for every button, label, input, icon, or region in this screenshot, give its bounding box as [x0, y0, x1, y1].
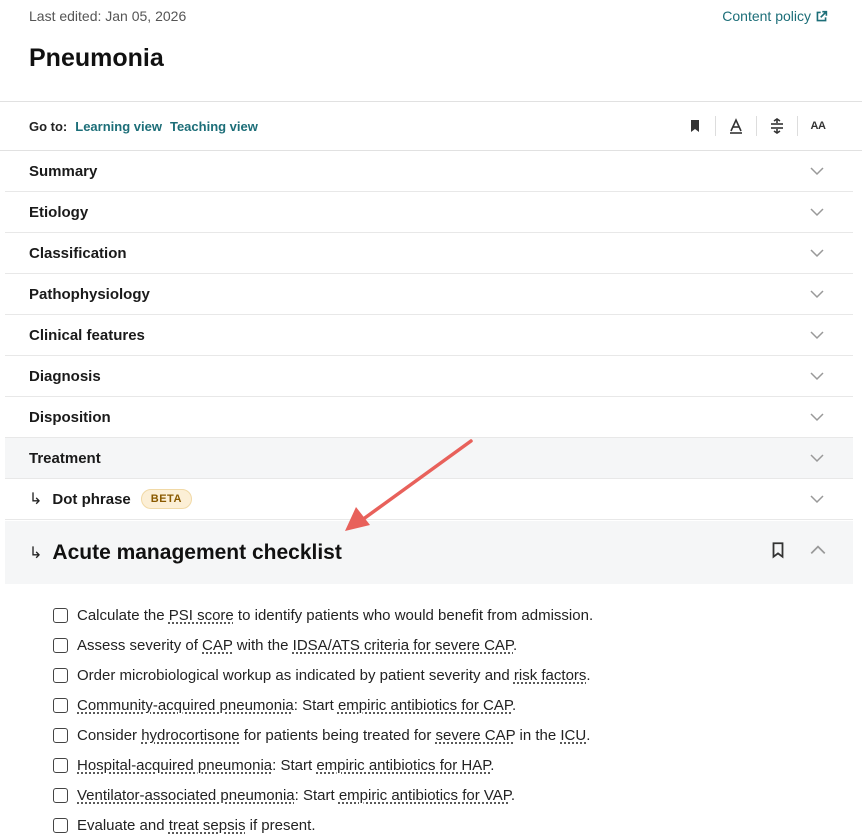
bookmark-icon	[687, 118, 703, 134]
subsection-arrow-icon: ↳	[29, 491, 43, 508]
checklist-text: .	[511, 696, 517, 714]
view-tools	[675, 102, 838, 150]
checklist-checkbox[interactable]	[53, 608, 68, 623]
checklist-items	[53, 600, 853, 834]
checklist-item-text	[77, 817, 316, 834]
checklist-link[interactable]: risk factors	[513, 666, 587, 684]
checklist-text: with the	[232, 636, 293, 654]
checklist-item-text	[77, 757, 494, 774]
checklist-text: Order microbiological workup as indicated by patient severity and	[77, 666, 514, 684]
checklist-item	[53, 690, 853, 720]
checklist-checkbox[interactable]	[53, 728, 68, 743]
checklist-text: Assess severity of	[77, 636, 203, 654]
beta-badge: BETA	[141, 489, 192, 509]
section-label: Diagnosis	[29, 367, 101, 385]
font-style-button[interactable]	[716, 114, 756, 138]
section-label: Summary	[29, 162, 98, 180]
page-title: Pneumonia	[29, 44, 164, 72]
content-policy-link[interactable]	[722, 8, 828, 24]
goto-label: Go to:	[29, 118, 68, 134]
checklist-text: for patients being treated for	[239, 726, 436, 744]
section-label: Disposition	[29, 408, 111, 426]
last-edited: Last edited: Jan 05, 2026	[29, 8, 187, 24]
checklist-link[interactable]: CAP	[202, 636, 233, 654]
checklist-item-text	[77, 607, 593, 624]
checklist-link[interactable]: hydrocortisone	[141, 726, 240, 744]
checklist-link[interactable]: empiric antibiotics for VAP	[338, 786, 511, 804]
checklist-text: .	[513, 636, 518, 654]
checklist-item	[53, 810, 853, 834]
checklist-link[interactable]: Ventilator-associated pneumonia	[77, 786, 295, 804]
checklist-item-text	[77, 697, 516, 714]
text-size-button[interactable]	[798, 114, 838, 138]
external-link-icon	[815, 10, 828, 23]
checklist-link[interactable]: empiric antibiotics for HAP	[316, 756, 491, 774]
chevron-down-icon	[809, 368, 825, 384]
chevron-down-icon	[809, 450, 825, 466]
checklist-text: if present.	[245, 816, 316, 834]
section-etiology[interactable]	[5, 192, 853, 233]
section-list	[5, 151, 853, 520]
section-diagnosis[interactable]	[5, 356, 853, 397]
section-pathophysiology[interactable]	[5, 274, 853, 315]
section-disposition[interactable]	[5, 397, 853, 438]
checklist-link[interactable]: PSI score	[168, 606, 234, 624]
checklist-title: Acute management checklist	[52, 540, 342, 564]
checklist-item-text	[77, 787, 515, 804]
section-classification[interactable]	[5, 233, 853, 274]
chevron-down-icon	[809, 327, 825, 343]
section-label: Clinical features	[29, 326, 145, 344]
checklist-text: .	[490, 756, 495, 774]
checklist-text: Consider	[77, 726, 142, 744]
chevron-down-icon	[809, 163, 825, 179]
checklist-text: to identify patients who would benefit from admission.	[233, 606, 594, 624]
font-style-icon	[728, 118, 744, 134]
bookmark-button[interactable]	[675, 114, 715, 138]
checklist-checkbox[interactable]	[53, 788, 68, 803]
checklist-text: : Start	[294, 786, 339, 804]
section-clinical-features[interactable]	[5, 315, 853, 356]
checklist-text: .	[586, 666, 591, 684]
section-label: Treatment	[29, 449, 101, 467]
checklist-link[interactable]: IDSA/ATS criteria for severe CAP	[292, 636, 514, 654]
teaching-view-link[interactable]: Teaching view	[169, 118, 258, 134]
learning-view-link[interactable]: Learning view	[75, 118, 162, 134]
subsection-dot-phrase[interactable]	[5, 479, 853, 520]
goto-bar	[0, 101, 862, 151]
checklist-text: in the	[515, 726, 561, 744]
line-spacing-icon	[769, 118, 785, 134]
chevron-up-icon[interactable]	[809, 541, 827, 559]
subsection-arrow-icon: ↳	[29, 544, 43, 562]
checklist-link[interactable]: ICU	[560, 726, 587, 744]
checklist-link[interactable]: severe CAP	[435, 726, 516, 744]
checklist-link[interactable]: Hospital-acquired pneumonia	[77, 756, 273, 774]
chevron-down-icon	[809, 286, 825, 302]
checklist-text: Evaluate and	[77, 816, 169, 834]
bookmark-outline-icon[interactable]	[769, 541, 787, 559]
checklist-item	[53, 660, 853, 690]
checklist-header[interactable]	[5, 521, 853, 584]
checklist-text: .	[510, 786, 516, 804]
checklist-item-text	[77, 727, 590, 744]
section-summary[interactable]	[5, 151, 853, 192]
chevron-down-icon	[809, 245, 825, 261]
chevron-down-icon	[809, 409, 825, 425]
top-bar	[0, 0, 862, 34]
checklist-item	[53, 750, 853, 780]
checklist-checkbox[interactable]	[53, 818, 68, 833]
section-label: Pathophysiology	[29, 285, 150, 303]
checklist-checkbox[interactable]	[53, 638, 68, 653]
section-treatment[interactable]	[5, 438, 853, 479]
checklist-item	[53, 780, 853, 810]
checklist-link[interactable]: empiric antibiotics for CAP	[337, 696, 512, 714]
checklist-item-text	[77, 637, 517, 654]
section-label: Classification	[29, 244, 127, 262]
chevron-down-icon	[809, 204, 825, 220]
checklist-checkbox[interactable]	[53, 698, 68, 713]
section-label: Etiology	[29, 203, 89, 221]
checklist-text: : Start	[293, 696, 338, 714]
checklist-item	[53, 720, 853, 750]
checklist-item	[53, 600, 853, 630]
line-spacing-button[interactable]	[757, 114, 797, 138]
checklist-checkbox[interactable]	[53, 758, 68, 773]
checklist-item-text	[77, 667, 591, 684]
content-policy-label: Content policy	[722, 8, 811, 24]
checklist-text: Calculate the	[77, 606, 169, 624]
text-size-icon: AA	[810, 120, 826, 132]
checklist-link[interactable]: treat sepsis	[168, 816, 246, 834]
checklist-item	[53, 630, 853, 660]
chevron-down-icon	[809, 491, 825, 507]
checklist-tools	[769, 541, 827, 559]
checklist-text: .	[586, 726, 591, 744]
checklist-checkbox[interactable]	[53, 668, 68, 683]
dot-phrase-label: Dot phrase	[52, 490, 131, 508]
checklist-link[interactable]: Community-acquired pneumonia	[77, 696, 294, 714]
checklist-text: : Start	[272, 756, 317, 774]
